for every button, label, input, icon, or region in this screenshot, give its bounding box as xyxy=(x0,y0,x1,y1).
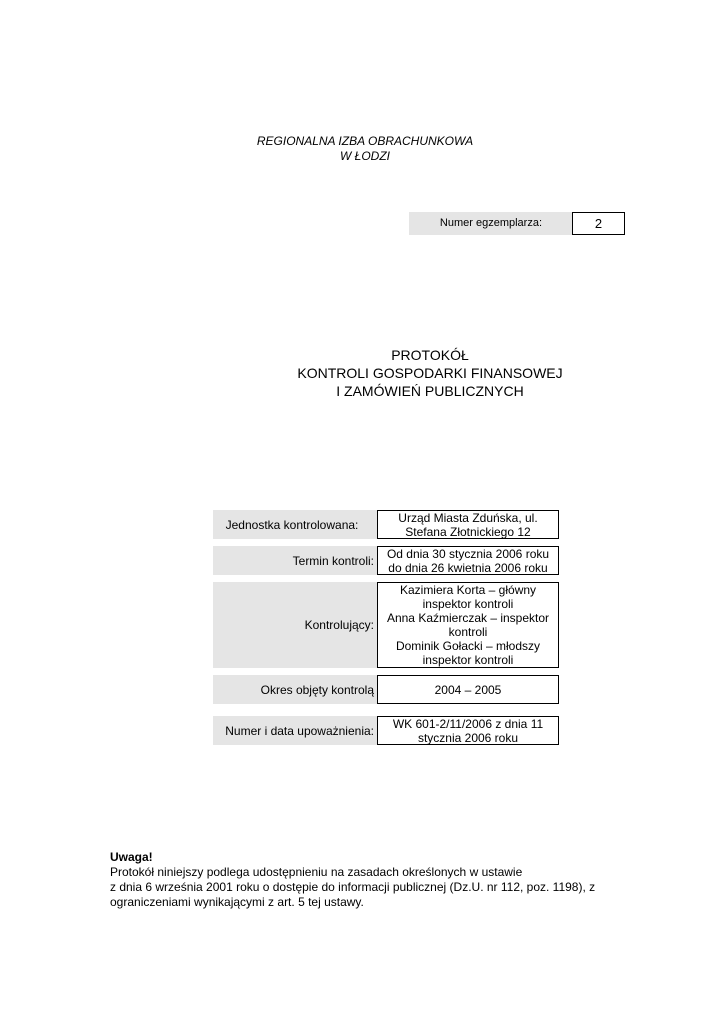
copy-number-value: 2 xyxy=(572,212,625,235)
controlled-unit-value xyxy=(377,510,559,539)
note-heading: Uwaga! xyxy=(110,850,153,864)
authorization-label: Numer i data upoważnienia: xyxy=(213,716,377,745)
title-line-3: I ZAMÓWIEŃ PUBLICZNYCH xyxy=(336,383,524,399)
inspectors-value xyxy=(377,582,559,668)
audit-period-label: Okres objęty kontrolą xyxy=(213,675,377,704)
controlled-unit-label: Jednostka kontrolowana: xyxy=(213,510,377,539)
note-line-3: ograniczeniami wynikającymi z art. 5 tej ustawy. xyxy=(110,895,364,909)
value-line: Urząd Miasta Zduńska, ul. xyxy=(398,510,538,525)
value-line: kontroli xyxy=(448,625,488,639)
institution-header xyxy=(200,134,530,164)
value-line: Kazimiera Korta – główny xyxy=(399,583,537,597)
control-period-value xyxy=(377,546,559,575)
note-line-2: z dnia 6 września 2001 roku o dostępie do informacji publicznej (Dz.U. nr 112, poz. 1198), z xyxy=(110,880,596,894)
authorization-value xyxy=(377,716,559,745)
value-line: stycznia 2006 roku xyxy=(417,730,519,745)
value-line: WK 601-2/11/2006 z dnia 11 xyxy=(392,716,544,731)
note-line-1: Protokół niniejszy podlega udostępnieniu na zasadach określonych w ustawie xyxy=(110,865,523,879)
value-line: Stefana Złotnickiego 12 xyxy=(405,524,531,539)
value-line: 2004 – 2005 xyxy=(434,682,502,697)
audit-period-value xyxy=(377,675,559,704)
document-title xyxy=(260,346,600,400)
value-line: Dominik Gołacki – młodszy xyxy=(395,639,541,653)
value-line: do dnia 26 kwietnia 2006 roku xyxy=(388,560,548,575)
value-line: inspektor kontroli xyxy=(422,597,514,611)
title-line-1: PROTOKÓŁ xyxy=(391,347,469,363)
copy-number-label: Numer egzemplarza: xyxy=(409,212,572,235)
legal-note xyxy=(110,850,630,910)
control-period-label: Termin kontroli: xyxy=(213,546,377,575)
value-line: Od dnia 30 stycznia 2006 roku xyxy=(386,546,550,561)
value-line: Anna Kaźmierczak – inspektor xyxy=(386,611,550,625)
institution-city: W ŁODZI xyxy=(340,149,390,163)
value-line: inspektor kontroli xyxy=(422,653,514,667)
institution-name: REGIONALNA IZBA OBRACHUNKOWA xyxy=(256,134,474,148)
inspectors-label: Kontrolujący: xyxy=(213,582,377,668)
title-line-2: KONTROLI GOSPODARKI FINANSOWEJ xyxy=(297,365,563,381)
